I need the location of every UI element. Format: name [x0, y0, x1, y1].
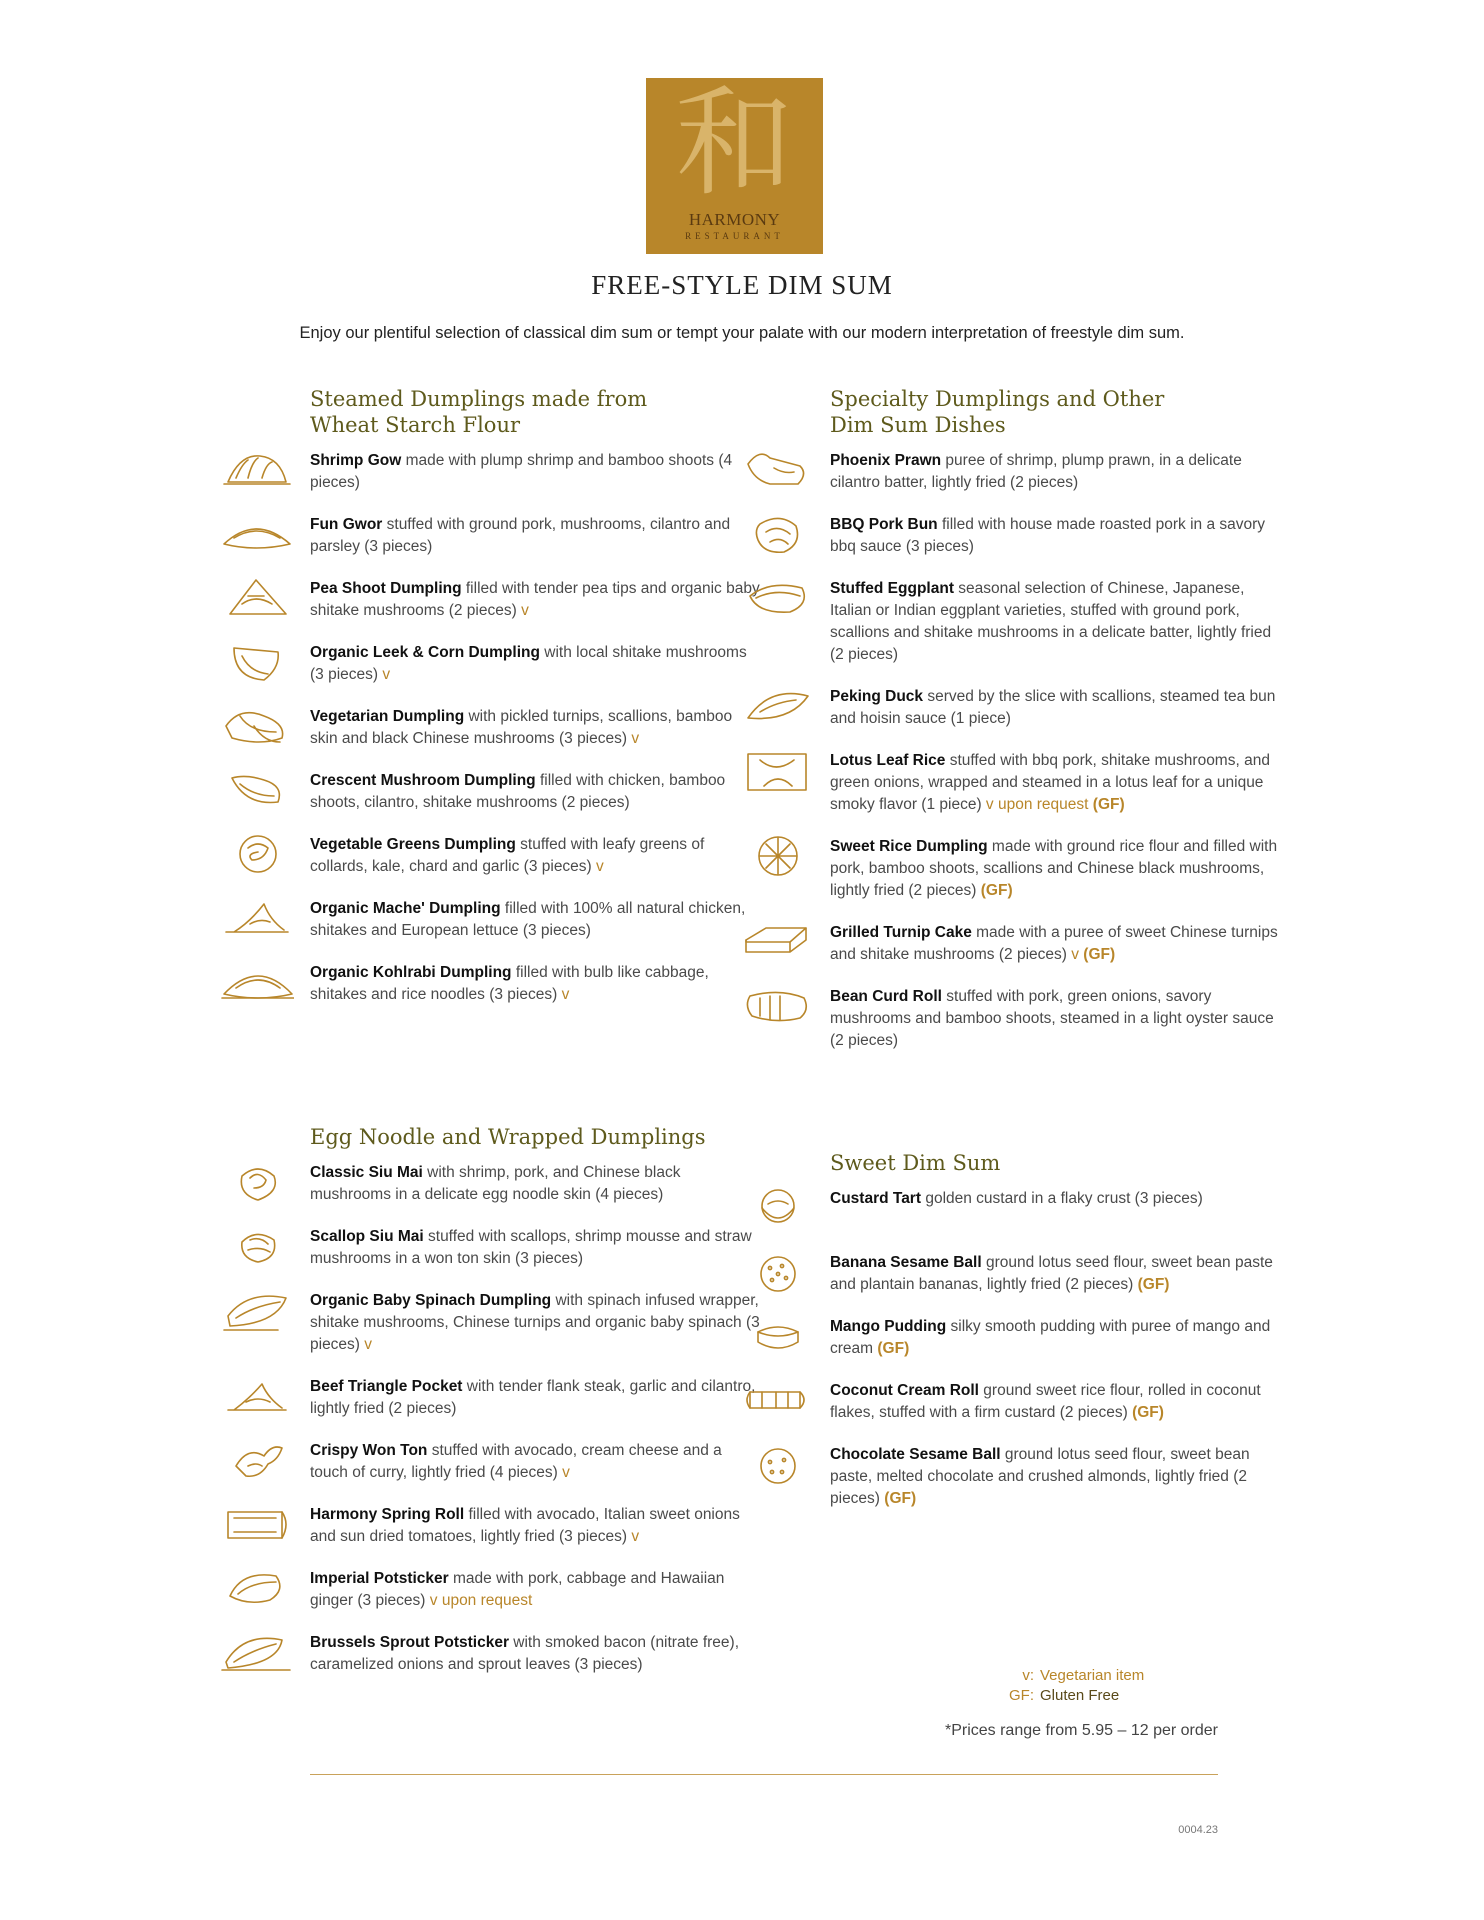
menu-item-name: Shrimp Gow	[310, 452, 402, 469]
menu-item-description: puree of shrimp, plump prawn, in a delicate cilantro batter, lightly fried (2 pieces)	[830, 452, 1242, 491]
menu-item-name: Sweet Rice Dumpling	[830, 838, 988, 855]
menu-item-name: Organic Mache' Dumpling	[310, 900, 501, 917]
dim-sum-illustration-icon	[220, 702, 294, 752]
legend-v-label: Vegetarian item	[1040, 1667, 1145, 1684]
menu-item-description: filled with bulb like cabbage, shitakes and rice noodles (3 pieces)	[310, 964, 709, 1003]
vegetarian-tag: v	[631, 730, 640, 747]
menu-item-description: made with a puree of sweet Chinese turnips and shitake mushrooms (2 pieces)	[830, 924, 1278, 963]
menu-item-description: with smoked bacon (nitrate free), caramelized onions and sprout leaves (3 pieces)	[310, 1634, 740, 1673]
gluten-free-tag: (GF)	[1083, 946, 1116, 963]
dim-sum-illustration-icon	[740, 746, 814, 796]
menu-item-description: stuffed with bbq pork, shitake mushrooms, and green onions, wrapped and steamed in a lotus leaf for a unique smoky flavor (1 piece)	[830, 752, 1270, 813]
menu-item-name: Vegetable Greens Dumpling	[310, 836, 516, 853]
section-title: Specialty Dumplings and Other Dim Sum Dishes	[830, 387, 1165, 437]
menu-item	[830, 1444, 1280, 1510]
vegetarian-tag: v	[1071, 946, 1079, 963]
menu-item	[310, 962, 760, 1006]
menu-item-name: Mango Pudding	[830, 1318, 947, 1335]
dim-sum-illustration-icon	[220, 1222, 294, 1272]
dim-sum-illustration-icon	[220, 1158, 294, 1208]
menu-item-description: filled with 100% all natural chicken, shitakes and European lettuce (3 pieces)	[310, 900, 746, 939]
menu-item-name: BBQ Pork Bun	[830, 516, 938, 533]
legend	[1000, 1666, 1144, 1706]
vegetarian-tag: v	[561, 986, 570, 1003]
menu-item	[310, 450, 760, 494]
menu-item-name: Pea Shoot Dumpling	[310, 580, 462, 597]
section-specialty	[830, 386, 1280, 1072]
vegetarian-tag: v	[521, 602, 529, 619]
legend-v-key: v:	[1022, 1667, 1034, 1684]
dim-sum-illustration-icon	[220, 1564, 294, 1614]
menu-item	[310, 834, 760, 878]
menu-item	[310, 1162, 760, 1206]
section-sweet	[830, 1150, 1280, 1530]
menu-item-description: with shrimp, pork, and Chinese black mushrooms in a delicate egg noodle skin (4 pieces)	[310, 1164, 681, 1203]
dim-sum-illustration-icon	[740, 1248, 814, 1298]
logo-glyph: 和	[675, 78, 794, 212]
menu-intro: Enjoy our plentiful selection of classical dim sum or tempt your palate with our modern interpretation of freestyle dim sum.	[299, 324, 1185, 342]
vegetarian-tag: v	[562, 1464, 570, 1481]
vegetarian-tag: v upon request	[429, 1592, 533, 1609]
menu-item-name: Fun Gwor	[310, 516, 383, 533]
menu-item-name: Organic Leek & Corn Dumpling	[310, 644, 540, 661]
menu-item-description: golden custard in a flaky crust (3 pieces)	[921, 1190, 1203, 1207]
menu-item	[310, 1376, 760, 1420]
menu-item-name: Crescent Mushroom Dumpling	[310, 772, 536, 789]
dim-sum-illustration-icon	[220, 1500, 294, 1550]
menu-item-description: seasonal selection of Chinese, Japanese, Italian or Indian eggplant varieties, stuffed with ground pork, scallions and shitake mushrooms in a delicate batter, lightly fried (2 pieces)	[830, 580, 1272, 663]
dim-sum-illustration-icon	[220, 1286, 294, 1336]
vegetarian-tag: v upon request	[985, 796, 1089, 813]
menu-item-name: Grilled Turnip Cake	[830, 924, 972, 941]
menu-item-description: with spinach infused wrapper, shitake mushrooms, Chinese turnips and organic baby spinach (3 pieces)	[310, 1292, 760, 1353]
legend-gf-key: GF:	[1009, 1687, 1034, 1704]
dim-sum-illustration-icon	[740, 682, 814, 732]
menu-code: 0004.23	[1178, 1824, 1218, 1836]
menu-item-description: silky smooth pudding with puree of mango and cream	[830, 1318, 1271, 1357]
menu-item-name: Coconut Cream Roll	[830, 1382, 979, 1399]
menu-item-name: Brussels Sprout Potsticker	[310, 1634, 509, 1651]
logo-sub: RESTAURANT	[685, 231, 784, 241]
menu-item	[310, 770, 760, 814]
menu-item-name: Phoenix Prawn	[830, 452, 942, 469]
vegetarian-tag: v	[631, 1528, 640, 1545]
menu-item-description: made with ground rice flour and filled with pork, bamboo shoots, scallions and Chinese black mushrooms, lightly fried (2 pieces)	[830, 838, 1278, 899]
dim-sum-illustration-icon	[740, 574, 814, 624]
menu-item-description: stuffed with avocado, cream cheese and a touch of curry, lightly fried (4 pieces)	[310, 1442, 722, 1481]
dim-sum-illustration-icon	[740, 510, 814, 560]
section-title: Egg Noodle and Wrapped Dumplings	[310, 1125, 706, 1149]
menu-item-name: Scallop Siu Mai	[310, 1228, 424, 1245]
menu-item-description: made with pork, cabbage and Hawaiian ginger (3 pieces)	[310, 1570, 725, 1609]
menu-item	[310, 578, 760, 622]
menu-item	[830, 750, 1280, 816]
dim-sum-illustration-icon	[220, 1372, 294, 1422]
gluten-free-tag: (GF)	[877, 1340, 910, 1357]
menu-item	[310, 1568, 760, 1612]
section-title: Steamed Dumplings made from Wheat Starch Flour	[310, 387, 648, 437]
vegetarian-tag: v	[364, 1336, 373, 1353]
gluten-free-tag: (GF)	[1092, 796, 1125, 813]
dim-sum-illustration-icon	[220, 510, 294, 560]
dim-sum-illustration-icon	[220, 894, 294, 944]
menu-item-name: Custard Tart	[830, 1190, 922, 1207]
menu-item	[310, 1290, 760, 1356]
menu-item-description: with local shitake mushrooms (3 pieces)	[310, 644, 747, 683]
menu-item	[830, 1316, 1280, 1360]
menu-item-description: ground sweet rice flour, rolled in coconut flakes, stuffed with a firm custard (2 pieces)	[830, 1382, 1261, 1421]
menu-item	[310, 898, 760, 942]
menu-item-description: stuffed with pork, green onions, savory mushrooms and bamboo shoots, steamed in a light oyster sauce (2 pieces)	[830, 988, 1274, 1049]
menu-item	[310, 1440, 760, 1484]
menu-item	[310, 514, 760, 558]
menu-item-description: filled with chicken, bamboo shoots, cilantro, shitake mushrooms (2 pieces)	[310, 772, 726, 811]
price-note: *Prices range from 5.95 – 12 per order	[944, 1722, 1218, 1739]
vegetarian-tag: v	[596, 858, 604, 875]
menu-item-description: served by the slice with scallions, steamed tea bun and hoisin sauce (1 piece)	[830, 688, 1276, 727]
section-egg-noodle	[310, 1124, 760, 1696]
menu-item-name: Organic Kohlrabi Dumpling	[310, 964, 512, 981]
menu-item-name: Imperial Potsticker	[310, 1570, 449, 1587]
menu-title: FREE-STYLE DIM SUM	[591, 270, 893, 300]
menu-item-name: Chocolate Sesame Ball	[830, 1446, 1001, 1463]
gluten-free-tag: (GF)	[884, 1490, 917, 1507]
menu-item	[830, 986, 1280, 1052]
gluten-free-tag: (GF)	[1137, 1276, 1170, 1293]
menu-item	[310, 1632, 760, 1676]
menu-item	[830, 450, 1280, 494]
menu-item	[830, 514, 1280, 558]
gluten-free-tag: (GF)	[1132, 1404, 1164, 1421]
section-steamed	[310, 386, 760, 1026]
menu-item-description: ground lotus seed flour, sweet bean paste and plantain bananas, lightly fried (2 pieces)	[830, 1254, 1273, 1293]
dim-sum-illustration-icon	[220, 574, 294, 624]
dim-sum-illustration-icon	[220, 1628, 294, 1678]
divider	[310, 1774, 1218, 1775]
dim-sum-illustration-icon	[740, 832, 814, 882]
dim-sum-illustration-icon	[740, 982, 814, 1032]
menu-item-description: filled with avocado, Italian sweet onions and sun dried tomatoes, lightly fried (3 pieces)	[310, 1506, 740, 1545]
menu-item-name: Crispy Won Ton	[310, 1442, 428, 1459]
dim-sum-illustration-icon	[220, 638, 294, 688]
menu-item-name: Banana Sesame Ball	[830, 1254, 982, 1271]
menu-item-name: Beef Triangle Pocket	[310, 1378, 463, 1395]
gluten-free-tag: (GF)	[980, 882, 1013, 899]
dim-sum-illustration-icon	[740, 1376, 814, 1426]
menu-item-description: ground lotus seed flour, sweet bean paste, melted chocolate and crushed almonds, lightly fried (2 pieces)	[830, 1446, 1250, 1507]
menu-item	[830, 1380, 1280, 1424]
dim-sum-illustration-icon	[220, 1436, 294, 1486]
menu-item-name: Harmony Spring Roll	[310, 1506, 465, 1523]
menu-item-name: Stuffed Eggplant	[830, 580, 954, 597]
menu-item-description: with pickled turnips, scallions, bamboo skin and black Chinese mushrooms (3 pieces)	[310, 708, 733, 747]
menu-item-name: Organic Baby Spinach Dumpling	[310, 1292, 552, 1309]
menu-item	[310, 1226, 760, 1270]
menu-item-name: Lotus Leaf Rice	[830, 752, 946, 769]
menu-item	[830, 1188, 1280, 1232]
menu-item-name: Peking Duck	[830, 688, 924, 705]
menu-item	[830, 836, 1280, 902]
menu-item-name: Classic Siu Mai	[310, 1164, 423, 1181]
section-title: Sweet Dim Sum	[830, 1151, 1001, 1175]
logo-name: HARMONY	[688, 210, 781, 229]
vegetarian-tag: v	[382, 666, 391, 683]
menu-item-description: stuffed with leafy greens of collards, kale, chard and garlic (3 pieces)	[310, 836, 705, 875]
menu-item-description: stuffed with scallops, shrimp mousse and straw mushrooms in a won ton skin (3 pieces)	[310, 1228, 752, 1267]
menu-item	[310, 706, 760, 750]
menu-item-description: made with plump shrimp and bamboo shoots (4 pieces)	[310, 452, 733, 491]
menu-item	[830, 686, 1280, 730]
dim-sum-illustration-icon	[220, 958, 294, 1008]
menu-item-name: Vegetarian Dumpling	[310, 708, 465, 725]
dim-sum-illustration-icon	[740, 918, 814, 968]
menu-item-description: filled with house made roasted pork in a savory bbq sauce (3 pieces)	[830, 516, 1266, 555]
menu-item-description: filled with tender pea tips and organic baby shitake mushrooms (2 pieces)	[310, 580, 760, 619]
dim-sum-illustration-icon	[220, 766, 294, 816]
dim-sum-illustration-icon	[740, 446, 814, 496]
menu-item	[310, 1504, 760, 1548]
dim-sum-illustration-icon	[740, 1440, 814, 1490]
menu-item	[310, 642, 760, 686]
menu-item	[830, 1252, 1280, 1296]
menu-item	[830, 922, 1280, 966]
menu-item-description: with tender flank steak, garlic and cilantro, lightly fried (2 pieces)	[310, 1378, 756, 1417]
menu-item-description: stuffed with ground pork, mushrooms, cilantro and parsley (3 pieces)	[310, 516, 731, 555]
dim-sum-illustration-icon	[740, 1184, 814, 1234]
dim-sum-illustration-icon	[740, 1312, 814, 1362]
menu-item	[830, 578, 1280, 666]
menu-item-name: Bean Curd Roll	[830, 988, 942, 1005]
harmony-logo	[646, 78, 823, 254]
dim-sum-illustration-icon	[220, 830, 294, 880]
dim-sum-illustration-icon	[220, 446, 294, 496]
legend-gf-label: Gluten Free	[1040, 1687, 1120, 1704]
